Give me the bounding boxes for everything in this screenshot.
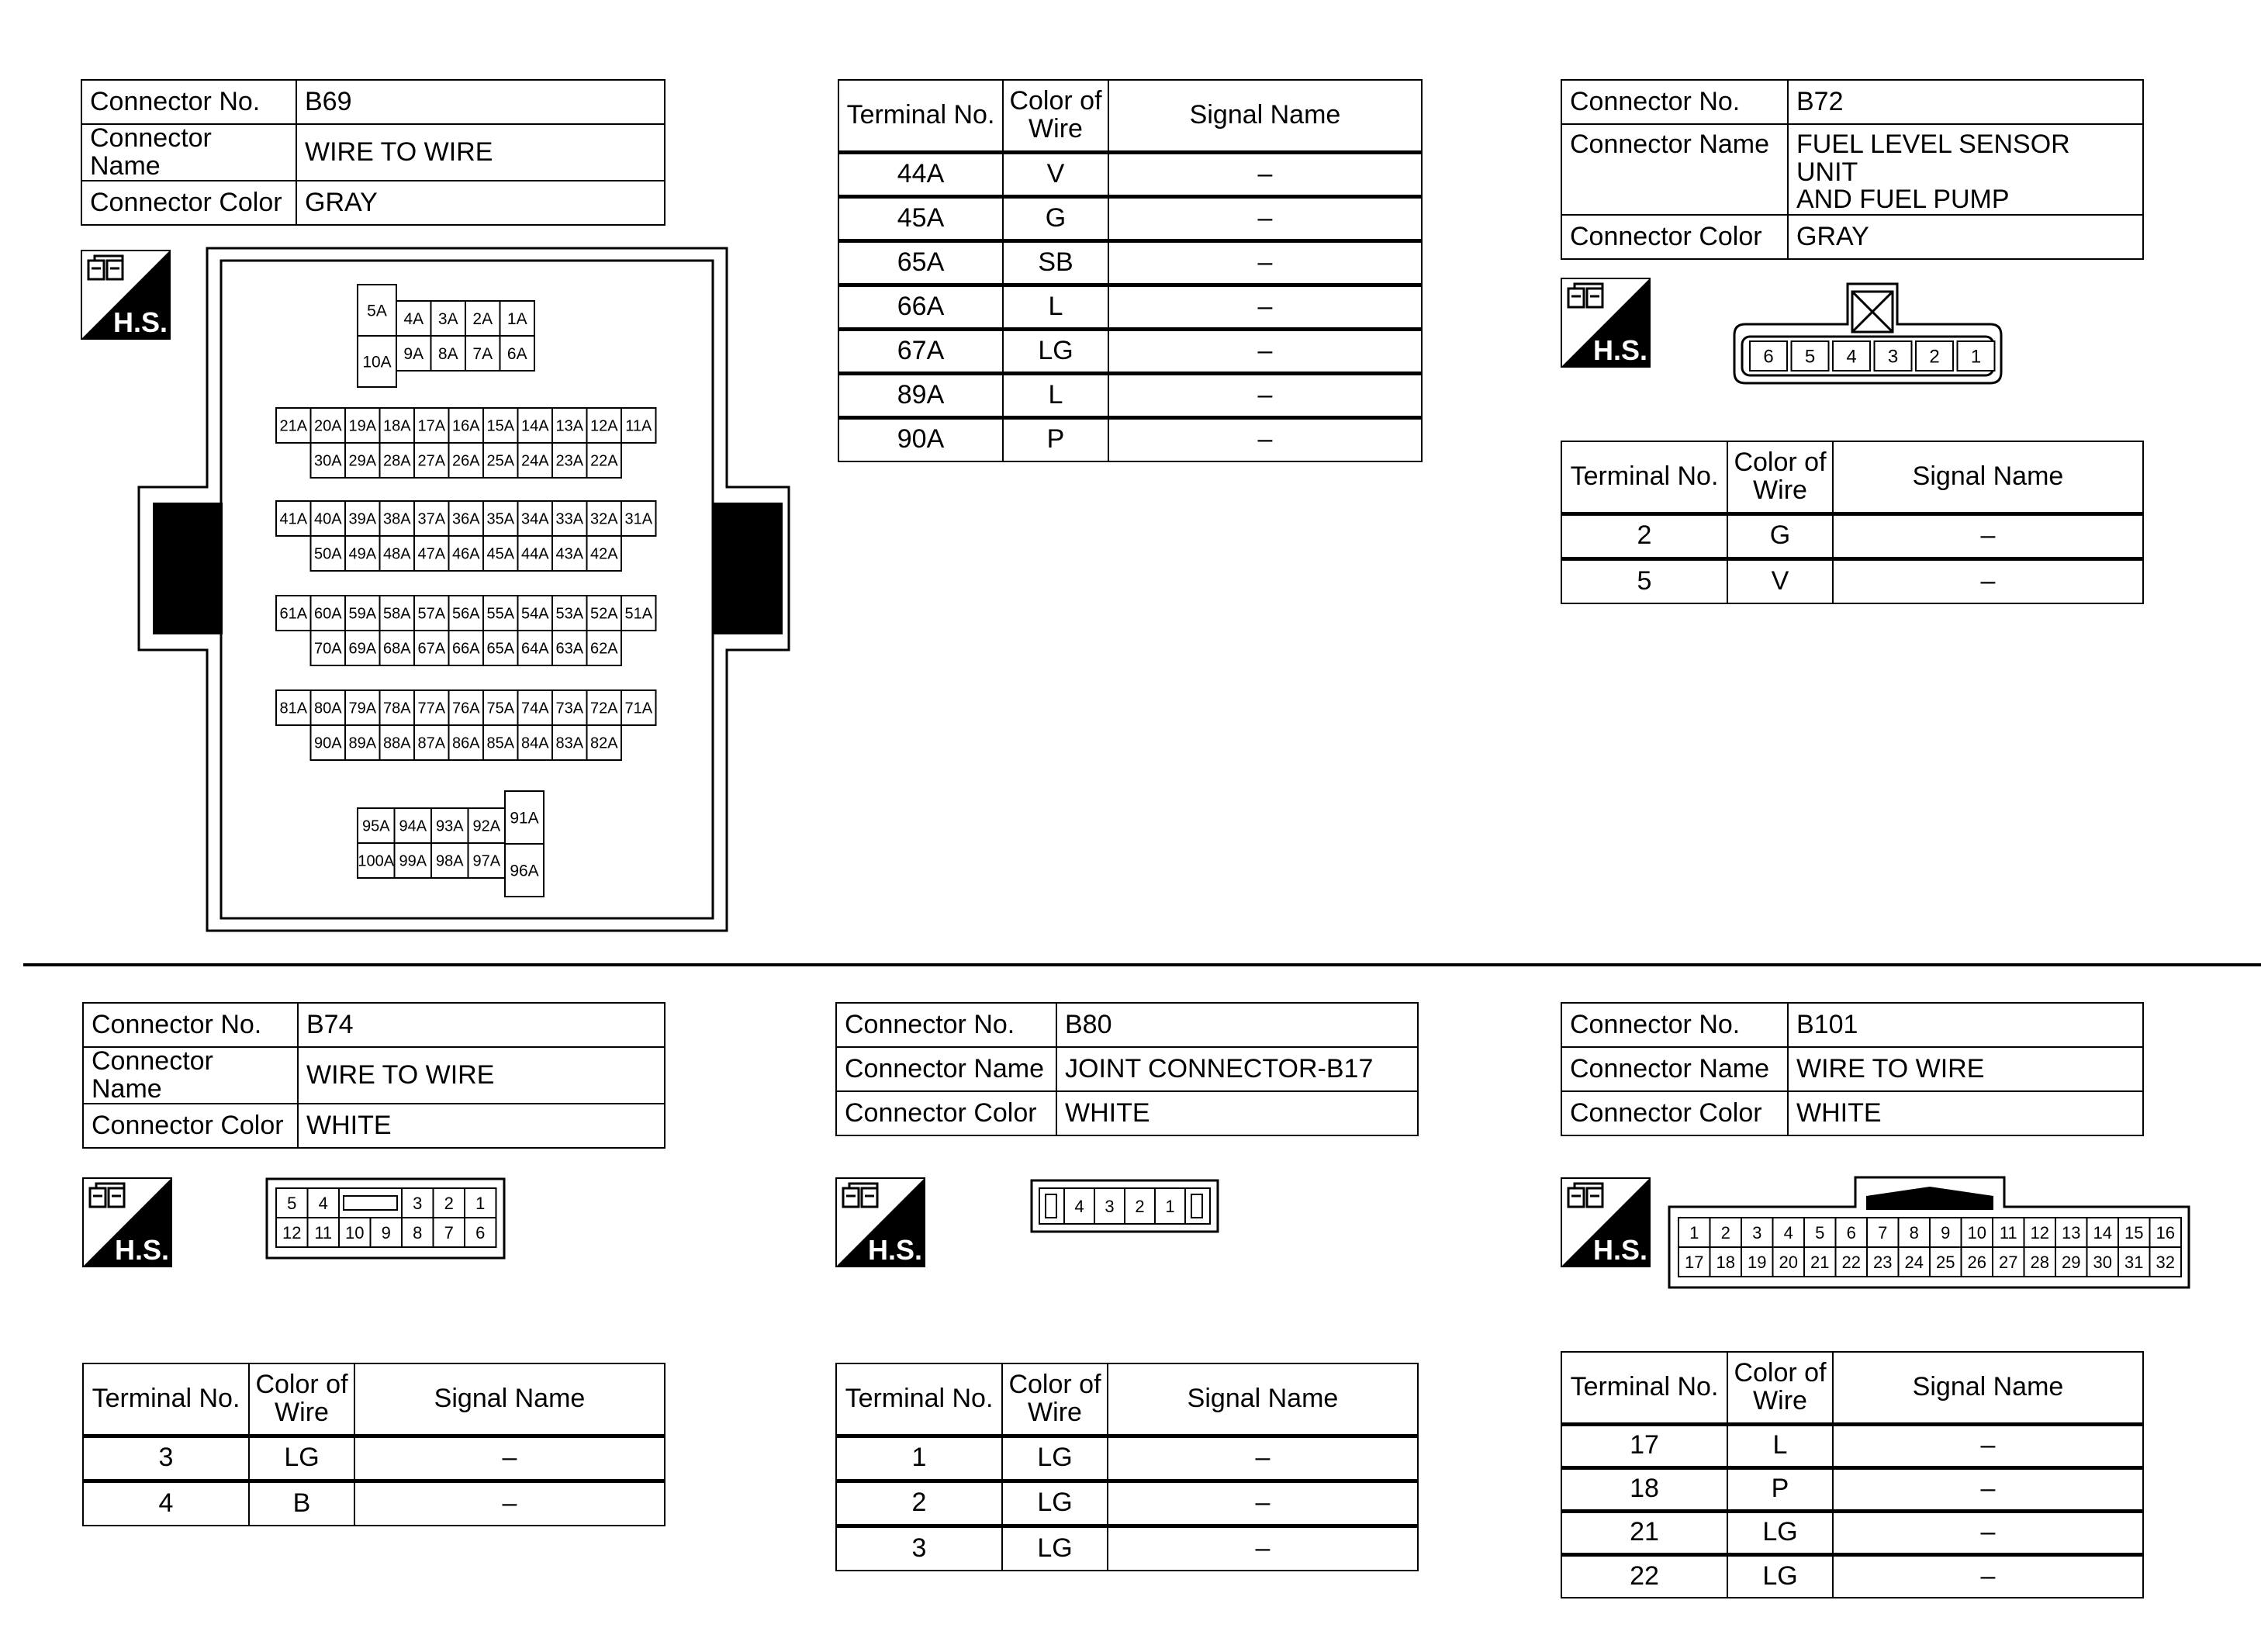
wire-color-header: Color of Wire [1003, 80, 1108, 152]
b69-left-lock-icon [153, 503, 223, 634]
pin-label: 2 [1929, 346, 1940, 368]
pin-label: 35A [486, 510, 515, 528]
pin-label: 1 [475, 1193, 486, 1213]
pin-label: 70A [313, 640, 342, 658]
pin-label: 9 [1941, 1222, 1951, 1242]
connector-color-label: Connector Color [81, 181, 296, 225]
pin-label: 16A [451, 417, 480, 435]
pin-label: 85A [486, 734, 515, 752]
pin-label: 3 [1752, 1222, 1762, 1242]
pin-label: 5 [1815, 1222, 1825, 1242]
pin-label: 14A [520, 417, 549, 435]
connector-name-label: Connector Name [81, 124, 296, 181]
table-row-color: P [1727, 1467, 1833, 1511]
table-row-signal: – [1108, 152, 1422, 196]
pin-label: 28 [2030, 1252, 2049, 1272]
signal-name-header: Signal Name [1108, 1363, 1418, 1436]
pin-label: 22A [589, 452, 618, 470]
pin-label: 10A [362, 353, 392, 372]
pin-label: 98A [435, 852, 464, 870]
b72-connector-name [1788, 124, 2143, 215]
pin-label: 93A [435, 817, 464, 835]
b80-connector-diagram [1030, 1179, 1221, 1235]
b74-connector-diagram [265, 1177, 507, 1261]
connector-name-label: Connector Name [1561, 124, 1788, 215]
hs-icon [1561, 1177, 1651, 1267]
pin-label: 67A [417, 640, 446, 658]
pin-label: 2A [472, 310, 493, 329]
table-row-signal: – [1833, 1554, 2143, 1598]
table-row-signal: – [1833, 1424, 2143, 1467]
pin-label: 17A [417, 417, 446, 435]
pin-label: 20A [313, 417, 342, 435]
pin-label: 77A [417, 700, 446, 717]
terminal-no-header: Terminal No. [836, 1363, 1002, 1436]
pin-label: 34A [520, 510, 549, 528]
signal-name-header: Signal Name [1833, 441, 2143, 513]
pin-label: 63A [555, 640, 584, 658]
b80-connector-no: B80 [1056, 1003, 1418, 1047]
pin-label: 64A [520, 640, 549, 658]
pin-label: 43A [555, 545, 584, 563]
pin-label: 90A [313, 734, 342, 752]
pin-label: 28A [382, 452, 411, 470]
pin-label: 11 [314, 1222, 333, 1242]
pin-label: 7 [1878, 1222, 1888, 1242]
table-row-signal: – [1108, 1481, 1418, 1526]
hs-label: H.S. [112, 306, 168, 338]
pin-label: 15 [2124, 1222, 2144, 1242]
table-row-terminal: 3 [83, 1436, 249, 1481]
terminal-no-header: Terminal No. [83, 1363, 249, 1436]
table-row-signal: – [1833, 513, 2143, 558]
pin-label: 20 [1779, 1252, 1798, 1272]
table-row-terminal: 2 [1561, 513, 1727, 558]
connector-color-label: Connector Color [1561, 1091, 1788, 1135]
pin-label: 1 [1970, 346, 1982, 368]
table-row-signal: – [354, 1436, 665, 1481]
pin-label: 8 [1909, 1222, 1919, 1242]
pin-label: 7 [444, 1222, 454, 1242]
table-row-terminal: 66A [838, 285, 1003, 329]
pin-label: 58A [382, 605, 411, 623]
pin-label: 6 [1763, 346, 1774, 368]
pin-label: 71A [624, 700, 653, 717]
b74-connector-color: WHITE [298, 1104, 665, 1148]
b69-connector-color: GRAY [296, 181, 665, 225]
connector-name-label: Connector Name [1561, 1047, 1788, 1091]
table-row-terminal: 44A [838, 152, 1003, 196]
table-row-color: V [1727, 558, 1833, 603]
connector-name-label: Connector Name [836, 1047, 1056, 1091]
pin-label: 57A [417, 605, 446, 623]
table-row-terminal: 3 [836, 1526, 1002, 1571]
pin-label: 99A [399, 852, 427, 870]
table-row-terminal: 5 [1561, 558, 1727, 603]
pin-label: 30A [313, 452, 342, 470]
pin-label: 10 [1967, 1222, 1986, 1242]
b101-connector-no: B101 [1788, 1003, 2143, 1047]
pin-label: 18A [382, 417, 411, 435]
pin-label: 47A [417, 545, 446, 563]
pin-label: 100A [358, 852, 395, 870]
pin-label: 46A [451, 545, 480, 563]
b69-connector-no: B69 [296, 80, 665, 124]
b72-name-line2: AND FUEL PUMP [1796, 185, 2010, 215]
table-row-color: LG [1003, 329, 1108, 373]
pin-label: 55A [486, 605, 515, 623]
pin-label: 91A [510, 809, 539, 828]
pin-label: 26 [1967, 1252, 1986, 1272]
pin-label: 4A [403, 310, 424, 329]
pin-label: 38A [382, 510, 411, 528]
table-row-color: LG [1727, 1554, 1833, 1598]
pin-label: 53A [555, 605, 584, 623]
hs-label: H.S. [867, 1234, 922, 1266]
table-row-terminal: 21 [1561, 1511, 1727, 1554]
pin-label: 15A [486, 417, 515, 435]
table-row-signal: – [1108, 196, 1422, 240]
table-row-signal: – [1108, 1526, 1418, 1571]
b69-connector-name: WIRE TO WIRE [296, 124, 665, 181]
b72-connector-no: B72 [1788, 80, 2143, 124]
table-row-signal: – [1833, 1511, 2143, 1554]
connector-no-label: Connector No. [836, 1003, 1056, 1047]
table-row-color: LG [1002, 1436, 1108, 1481]
b80-terminal-table [835, 1363, 1419, 1571]
pin-label: 94A [399, 817, 427, 835]
pin-label: 96A [510, 862, 539, 880]
table-row-signal: – [1108, 240, 1422, 285]
b74-key-icon [344, 1196, 397, 1210]
pin-label: 25A [486, 452, 515, 470]
pin-label: 22 [1841, 1252, 1861, 1272]
pin-label: 11 [1999, 1222, 2017, 1242]
pin-label: 74A [520, 700, 549, 717]
pin-label: 76A [451, 700, 480, 717]
table-row-color: LG [1727, 1511, 1833, 1554]
table-row-signal: – [1108, 373, 1422, 417]
pin-label: 1A [506, 310, 527, 329]
b80-key-icon [1046, 1194, 1056, 1218]
table-row-terminal: 90A [838, 417, 1003, 461]
b101-info-table [1561, 1002, 2144, 1136]
pin-label: 29A [348, 452, 377, 470]
pin-label: 19A [348, 417, 377, 435]
pin-label: 6 [475, 1222, 486, 1242]
pin-label: 6 [1846, 1222, 1856, 1242]
terminal-no-header: Terminal No. [838, 80, 1003, 152]
pin-label: 5 [287, 1193, 297, 1213]
pin-label: 21 [1810, 1252, 1830, 1272]
wire-color-header: Color of Wire [249, 1363, 354, 1436]
pin-label: 42A [589, 545, 618, 563]
pin-label: 69A [348, 640, 377, 658]
pin-label: 37A [417, 510, 446, 528]
pin-label: 83A [555, 734, 584, 752]
b72-connector-color: GRAY [1788, 215, 2143, 259]
table-row-terminal: 1 [836, 1436, 1002, 1481]
hs-label: H.S. [1592, 334, 1647, 366]
pin-label: 80A [313, 700, 342, 717]
pin-label: 31 [2124, 1252, 2144, 1272]
pin-label: 18 [1716, 1252, 1735, 1272]
table-row-signal: – [354, 1481, 665, 1526]
pin-label: 79A [348, 700, 377, 717]
hs-label: H.S. [1592, 1234, 1647, 1266]
pin-label: 21A [279, 417, 308, 435]
pin-label: 56A [451, 605, 480, 623]
pin-label: 23 [1873, 1252, 1893, 1272]
b101-terminal-table [1561, 1351, 2144, 1598]
table-row-terminal: 22 [1561, 1554, 1727, 1598]
pin-label: 87A [417, 734, 446, 752]
pin-label: 73A [555, 700, 584, 717]
table-row-color: B [249, 1481, 354, 1526]
pin-label: 24A [520, 452, 549, 470]
b72-terminal-table [1561, 441, 2144, 604]
b69-info-table [81, 79, 666, 226]
table-row-terminal: 4 [83, 1481, 249, 1526]
pin-label: 52A [589, 605, 618, 623]
table-row-color: L [1003, 285, 1108, 329]
pin-label: 23A [555, 452, 584, 470]
pin-label: 84A [520, 734, 549, 752]
connector-name-label: Connector Name [83, 1047, 298, 1104]
table-row-terminal: 2 [836, 1481, 1002, 1526]
table-row-signal: – [1108, 1436, 1418, 1481]
pin-label: 75A [486, 700, 515, 717]
pin-label: 27 [1999, 1252, 2018, 1272]
table-row-color: LG [1002, 1481, 1108, 1526]
b80-key-icon [1191, 1194, 1202, 1218]
pin-label: 12 [2030, 1222, 2049, 1242]
terminal-no-header: Terminal No. [1561, 1352, 1727, 1424]
connector-no-label: Connector No. [1561, 1003, 1788, 1047]
pin-label: 60A [313, 605, 342, 623]
b72-info-table [1561, 79, 2144, 260]
b101-connector-color: WHITE [1788, 1091, 2143, 1135]
connector-color-label: Connector Color [1561, 215, 1788, 259]
pin-label: 9 [381, 1222, 391, 1242]
table-row-color: L [1727, 1424, 1833, 1467]
pin-label: 2 [444, 1193, 454, 1213]
table-row-color: V [1003, 152, 1108, 196]
section-divider [23, 963, 2261, 966]
pin-label: 97A [472, 852, 501, 870]
wire-color-header: Color of Wire [1727, 441, 1833, 513]
pin-label: 3 [1105, 1196, 1115, 1216]
pin-label: 27A [417, 452, 446, 470]
signal-name-header: Signal Name [354, 1363, 665, 1436]
pin-label: 59A [348, 605, 377, 623]
table-row-color: G [1727, 513, 1833, 558]
pin-label: 3 [1887, 346, 1899, 368]
pin-label: 61A [279, 605, 308, 623]
b80-connector-color: WHITE [1056, 1091, 1418, 1135]
table-row-color: SB [1003, 240, 1108, 285]
pin-label: 4 [1846, 346, 1857, 368]
table-row-color: LG [249, 1436, 354, 1481]
pin-label: 9A [403, 345, 424, 364]
pin-label: 54A [520, 605, 549, 623]
pin-label: 92A [472, 817, 501, 835]
b74-terminal-table [82, 1363, 666, 1526]
table-row-color: L [1003, 373, 1108, 417]
b74-connector-name: WIRE TO WIRE [298, 1047, 665, 1104]
pin-label: 81A [279, 700, 308, 717]
hs-icon [82, 1177, 172, 1267]
pin-label: 62A [589, 640, 618, 658]
b80-info-table [835, 1002, 1419, 1136]
pin-label: 3A [437, 310, 458, 329]
pin-label: 1 [1165, 1196, 1175, 1216]
signal-name-header: Signal Name [1108, 80, 1422, 152]
pin-label: 44A [520, 545, 549, 563]
terminal-no-header: Terminal No. [1561, 441, 1727, 513]
pin-label: 1 [1689, 1222, 1699, 1242]
table-row-signal: – [1108, 417, 1422, 461]
pin-label: 2 [1720, 1222, 1730, 1242]
connector-color-label: Connector Color [836, 1091, 1056, 1135]
table-row-signal: – [1108, 329, 1422, 373]
pin-label: 51A [624, 605, 653, 623]
b80-connector-name: JOINT CONNECTOR-B17 [1056, 1047, 1418, 1091]
pin-label: 86A [451, 734, 480, 752]
pin-label: 78A [382, 700, 411, 717]
table-row-terminal: 18 [1561, 1467, 1727, 1511]
hs-icon [835, 1177, 925, 1267]
pin-label: 4 [318, 1193, 328, 1213]
b101-connector-name: WIRE TO WIRE [1788, 1047, 2143, 1091]
pin-label: 68A [382, 640, 411, 658]
signal-name-header: Signal Name [1833, 1352, 2143, 1424]
table-row-signal: – [1108, 285, 1422, 329]
pin-label: 45A [486, 545, 515, 563]
connector-no-label: Connector No. [83, 1003, 298, 1047]
b101-connector-diagram [1666, 1174, 2194, 1291]
table-row-terminal: 17 [1561, 1424, 1727, 1467]
table-row-terminal: 89A [838, 373, 1003, 417]
table-row-color: G [1003, 196, 1108, 240]
table-row-terminal: 45A [838, 196, 1003, 240]
pin-label: 12A [589, 417, 618, 435]
pin-label: 26A [451, 452, 480, 470]
pin-label: 36A [451, 510, 480, 528]
pin-label: 41A [279, 510, 308, 528]
pin-label: 65A [486, 640, 515, 658]
table-row-color: P [1003, 417, 1108, 461]
wire-color-header: Color of Wire [1727, 1352, 1833, 1424]
pin-label: 11A [625, 417, 652, 435]
pin-label: 7A [472, 345, 493, 364]
pin-label: 4 [1783, 1222, 1793, 1242]
pin-label: 6A [506, 345, 527, 364]
pin-label: 4 [1074, 1196, 1084, 1216]
pin-label: 17 [1685, 1252, 1704, 1272]
pin-label: 16 [2156, 1222, 2175, 1242]
pin-label: 8 [413, 1222, 423, 1242]
hs-label: H.S. [114, 1234, 169, 1266]
b69-terminal-table [838, 79, 1423, 462]
pin-label: 48A [382, 545, 411, 563]
table-row-terminal: 65A [838, 240, 1003, 285]
pin-label: 89A [348, 734, 377, 752]
b74-connector-no: B74 [298, 1003, 665, 1047]
pin-label: 13A [555, 417, 584, 435]
pin-label: 8A [437, 345, 458, 364]
b69-connector-diagram [136, 245, 795, 935]
pin-label: 5A [367, 302, 387, 320]
pin-label: 39A [348, 510, 377, 528]
pin-label: 5 [1804, 346, 1816, 368]
pin-label: 2 [1135, 1196, 1145, 1216]
pin-label: 66A [451, 640, 480, 658]
pin-label: 40A [313, 510, 342, 528]
pin-label: 3 [413, 1193, 423, 1213]
pin-label: 12 [282, 1222, 302, 1242]
b72-name-line1: FUEL LEVEL SENSOR UNIT [1796, 130, 2070, 187]
pin-label: 33A [555, 510, 584, 528]
pin-label: 50A [313, 545, 342, 563]
pin-label: 13 [2062, 1222, 2081, 1242]
pin-label: 95A [361, 817, 390, 835]
table-row-color: LG [1002, 1526, 1108, 1571]
b72-connector-diagram [1731, 281, 2010, 389]
pin-label: 49A [348, 545, 377, 563]
pin-label: 32 [2156, 1252, 2175, 1272]
pin-label: 72A [589, 700, 618, 717]
pin-label: 31A [624, 510, 653, 528]
b69-right-lock-icon [713, 503, 783, 634]
table-row-signal: – [1833, 558, 2143, 603]
connector-no-label: Connector No. [81, 80, 296, 124]
pin-label: 14 [2093, 1222, 2112, 1242]
connector-no-label: Connector No. [1561, 80, 1788, 124]
pin-label: 25 [1936, 1252, 1955, 1272]
connector-color-label: Connector Color [83, 1104, 298, 1148]
table-row-signal: – [1833, 1467, 2143, 1511]
pin-label: 29 [2062, 1252, 2081, 1272]
pin-label: 82A [589, 734, 618, 752]
table-row-terminal: 67A [838, 329, 1003, 373]
wire-color-header: Color of Wire [1002, 1363, 1108, 1436]
b74-info-table [82, 1002, 666, 1149]
pin-label: 19 [1748, 1252, 1767, 1272]
pin-label: 10 [345, 1222, 365, 1242]
pin-label: 30 [2093, 1252, 2112, 1272]
pin-label: 24 [1904, 1252, 1924, 1272]
hs-icon [1561, 278, 1651, 368]
pin-label: 88A [382, 734, 411, 752]
pin-label: 32A [589, 510, 618, 528]
